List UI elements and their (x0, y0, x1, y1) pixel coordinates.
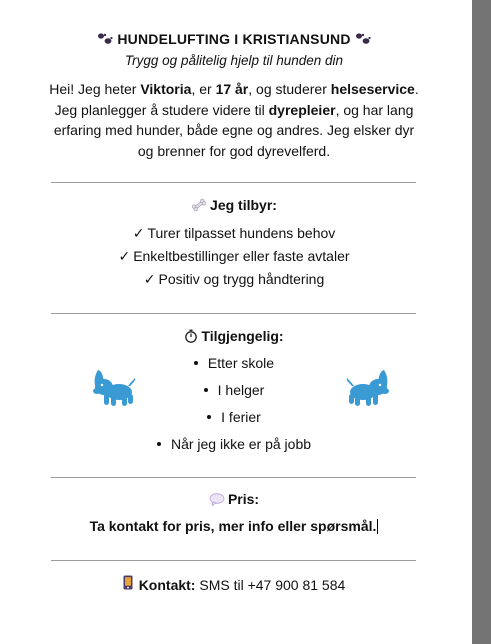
list-item (0, 409, 468, 425)
list-item (0, 382, 468, 398)
text-cursor (377, 519, 378, 534)
puppy-icon (92, 366, 136, 410)
list-item-text: I helger (217, 382, 265, 398)
price-heading (0, 491, 468, 507)
contact-label: Kontakt: (138, 577, 196, 593)
paw-prints-icon (355, 32, 371, 46)
intro-text: Hei! Jeg heter (49, 81, 141, 97)
list-item-text: Positiv og trygg håndtering (158, 271, 325, 287)
intro-text: , og har lang erfaring med hunder, både egne og andres. Jeg elsker dyr og brenner for god dyrevelferd. (53, 101, 415, 159)
price-text[interactable] (0, 518, 468, 534)
divider (51, 560, 416, 561)
list-item (0, 222, 468, 245)
page-title (0, 31, 468, 47)
contact-text: SMS til +47 900 81 584 (195, 577, 346, 593)
list-item-text: Etter skole (207, 355, 275, 371)
list-item (0, 355, 468, 371)
offer-heading-text: Jeg tilbyr: (210, 197, 277, 213)
availability-heading-text: Tilgjengelig: (201, 328, 284, 344)
intro-study: helseservice (330, 81, 415, 97)
intro-future: dyrepleier (268, 101, 336, 118)
intro-name: Viktoria (140, 81, 192, 97)
divider (51, 477, 416, 478)
offer-heading (0, 197, 468, 213)
bullet-icon (157, 442, 161, 446)
list-item-text: Enkeltbestillinger eller faste avtaler (133, 248, 350, 264)
check-icon: ✓ (132, 225, 145, 241)
price-heading-text: Pris: (227, 491, 260, 507)
intro-text: , er (191, 81, 216, 97)
list-item-text: Turer tilpasset hundens behov (147, 225, 336, 241)
intro-age: 17 år (215, 81, 249, 97)
contact-line (0, 575, 468, 593)
page-subtitle: Trygg og pålitelig hjelp til hunden din (124, 53, 344, 68)
puppy-icon (346, 366, 390, 410)
intro-text: . Jeg planlegger å studere videre til (54, 81, 419, 118)
intro-paragraph (48, 79, 420, 161)
offer-list (0, 222, 468, 291)
check-icon: ✓ (143, 271, 156, 287)
divider (51, 313, 416, 314)
list-item-text: I ferier (221, 409, 261, 425)
divider (51, 182, 416, 183)
paw-prints-icon (97, 32, 113, 46)
bullet-icon (207, 415, 211, 419)
list-item-text: Når jeg ikke er på jobb (170, 436, 312, 452)
page-title-text: HUNDELUFTING I KRISTIANSUND (117, 31, 351, 47)
list-item (0, 245, 468, 268)
bullet-icon (204, 388, 208, 392)
scrollbar-track[interactable] (472, 0, 491, 644)
bullet-icon (194, 361, 198, 365)
speech-bubble-icon (209, 493, 225, 506)
intro-text: , og studerer (248, 81, 331, 97)
price-text-content: Ta kontakt for pris, mer info eller spørsmål. (89, 518, 377, 534)
list-item (0, 268, 468, 291)
list-item (0, 436, 468, 452)
stopwatch-icon (184, 329, 198, 343)
bone-icon (191, 198, 207, 212)
check-icon: ✓ (118, 248, 131, 264)
mobile-phone-icon (123, 575, 133, 590)
availability-heading (0, 328, 468, 344)
